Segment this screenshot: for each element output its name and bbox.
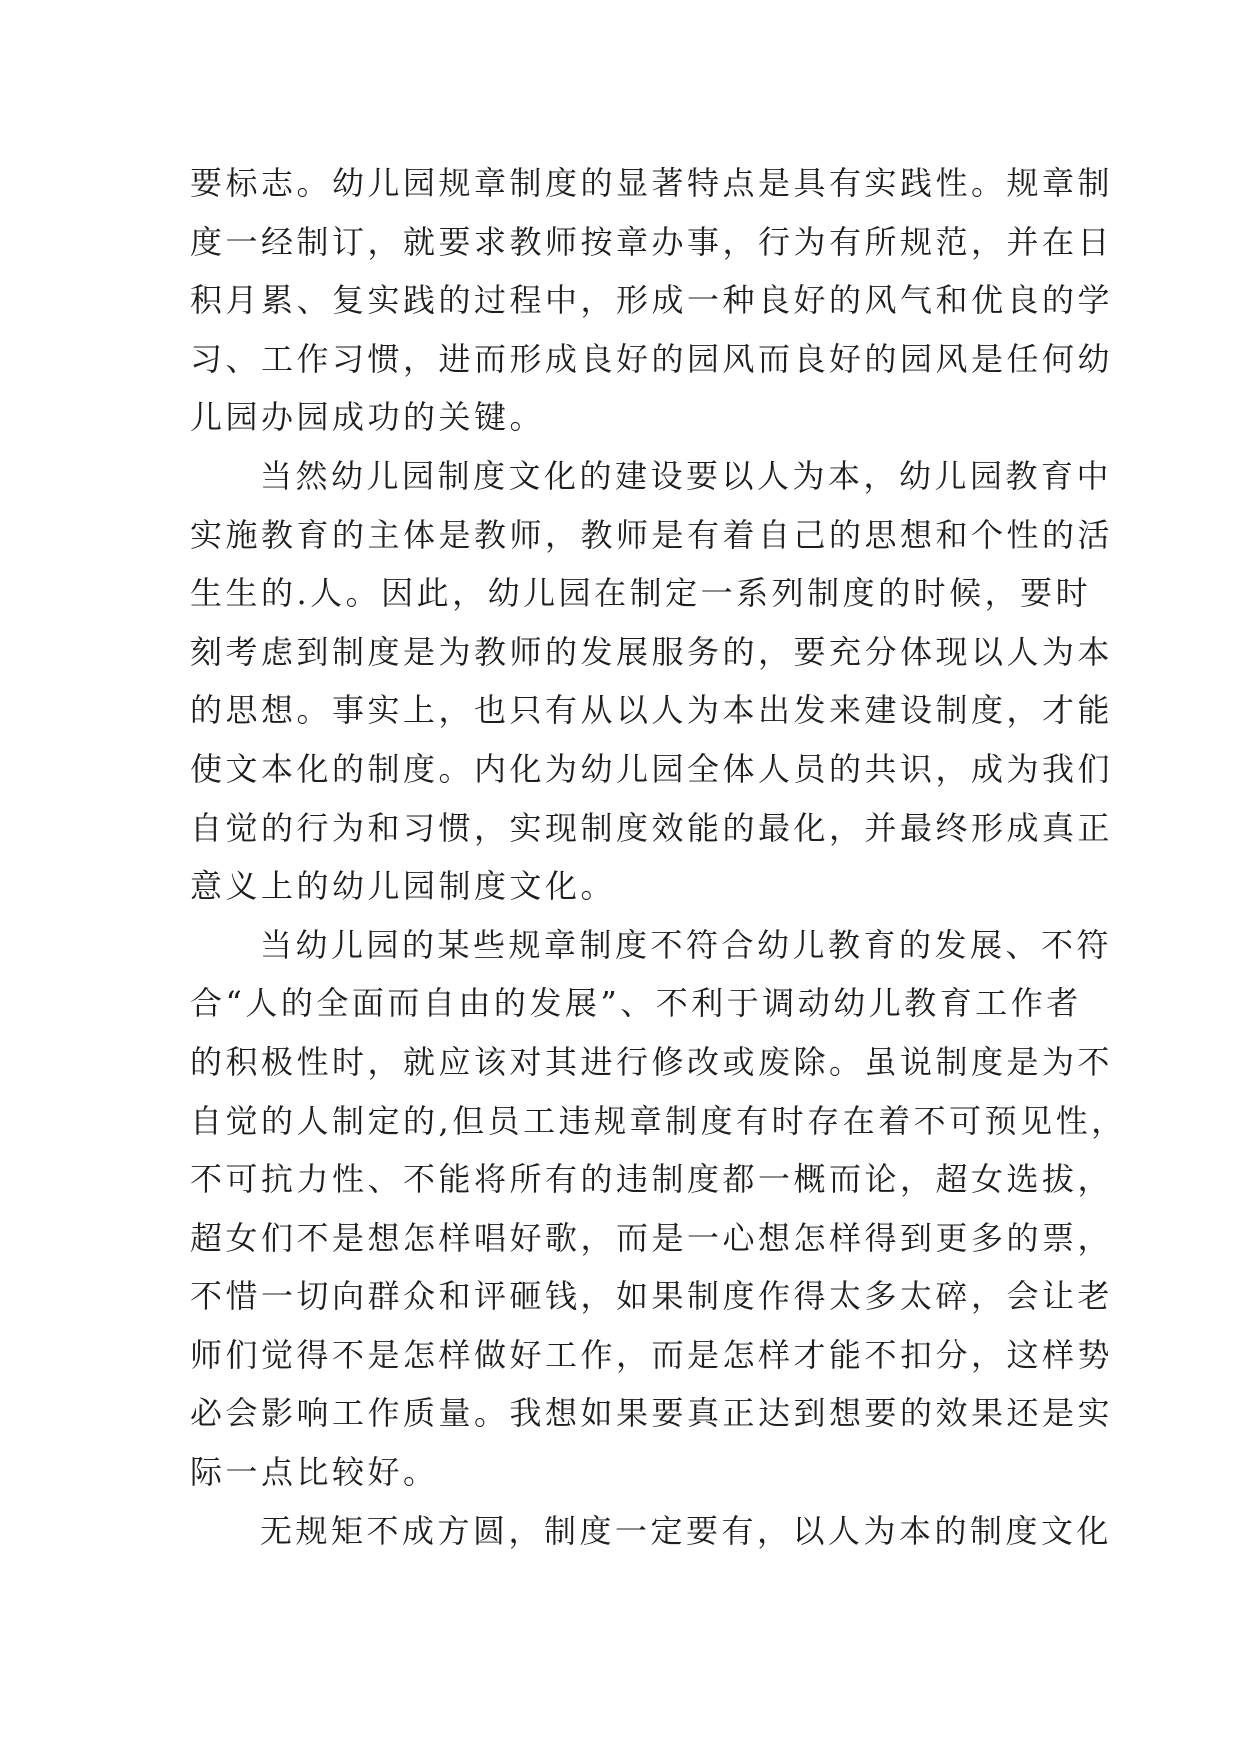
text-line: 的积极性时，就应该对其进行修改或废除。虽说制度是为不 xyxy=(190,1042,1114,1081)
text-line: 积月累、复实践的过程中，形成一种良好的风气和优良的学 xyxy=(190,281,1114,320)
text-line: 实施教育的主体是教师，教师是有着自己的思想和个性的活 xyxy=(190,515,1114,554)
text-line: 习、工作习惯，进而形成良好的园风而良好的园风是任何幼 xyxy=(190,339,1114,378)
body-text xyxy=(190,154,1127,1560)
text-line: 自觉的人制定的,但员工违规章制度有时存在着不可预见性， xyxy=(190,1101,1127,1140)
text-line: 不惜一切向群众和评砸钱，如果制度作得太多太碎，会让老 xyxy=(190,1277,1114,1316)
text-line: 儿园办园成功的关键。 xyxy=(190,398,546,437)
text-line: 度一经制订，就要求教师按章办事，行为有所规范，并在日 xyxy=(190,222,1114,261)
text-line: 刻考虑到制度是为教师的发展服务的，要充分体现以人为本 xyxy=(190,632,1114,671)
text-line: 师们觉得不是怎样做好工作，而是怎样才能不扣分，这样势 xyxy=(190,1335,1114,1374)
text-line: 不可抗力性、不能将所有的违制度都一概而论，超女选拔， xyxy=(190,1160,1114,1199)
text-line: 的思想。事实上，也只有从以人为本出发来建设制度，才能 xyxy=(190,691,1114,730)
text-line: 要标志。幼儿园规章制度的显著特点是具有实践性。规章制 xyxy=(190,164,1114,202)
text-line: 生生的.人。因此，幼儿园在制定一系列制度的时候，要时 xyxy=(190,574,1092,613)
text-line: 合“人的全面而自由的发展”、不利于调动幼儿教育工作者 xyxy=(190,984,1082,1023)
text-line: 超女们不是想怎样唱好歌，而是一心想怎样得到更多的票， xyxy=(190,1218,1114,1257)
text-line: 自觉的行为和习惯，实现制度效能的最化，并最终形成真正 xyxy=(190,808,1114,847)
text-line: 际一点比较好。 xyxy=(190,1453,439,1492)
text-line: 当幼儿园的某些规章制度不符合幼儿教育的发展、不符 xyxy=(260,925,1113,964)
text-line: 必会影响工作质量。我想如果要真正达到想要的效果还是实 xyxy=(190,1394,1114,1433)
text-line: 使文本化的制度。内化为幼儿园全体人员的共识，成为我们 xyxy=(190,749,1114,788)
text-line: 当然幼儿园制度文化的建设要以人为本，幼儿园教育中 xyxy=(260,456,1113,495)
text-line: 意义上的幼儿园制度文化。 xyxy=(190,867,617,906)
text-line: 无规矩不成方圆，制度一定要有，以人为本的制度文化 xyxy=(260,1511,1113,1550)
